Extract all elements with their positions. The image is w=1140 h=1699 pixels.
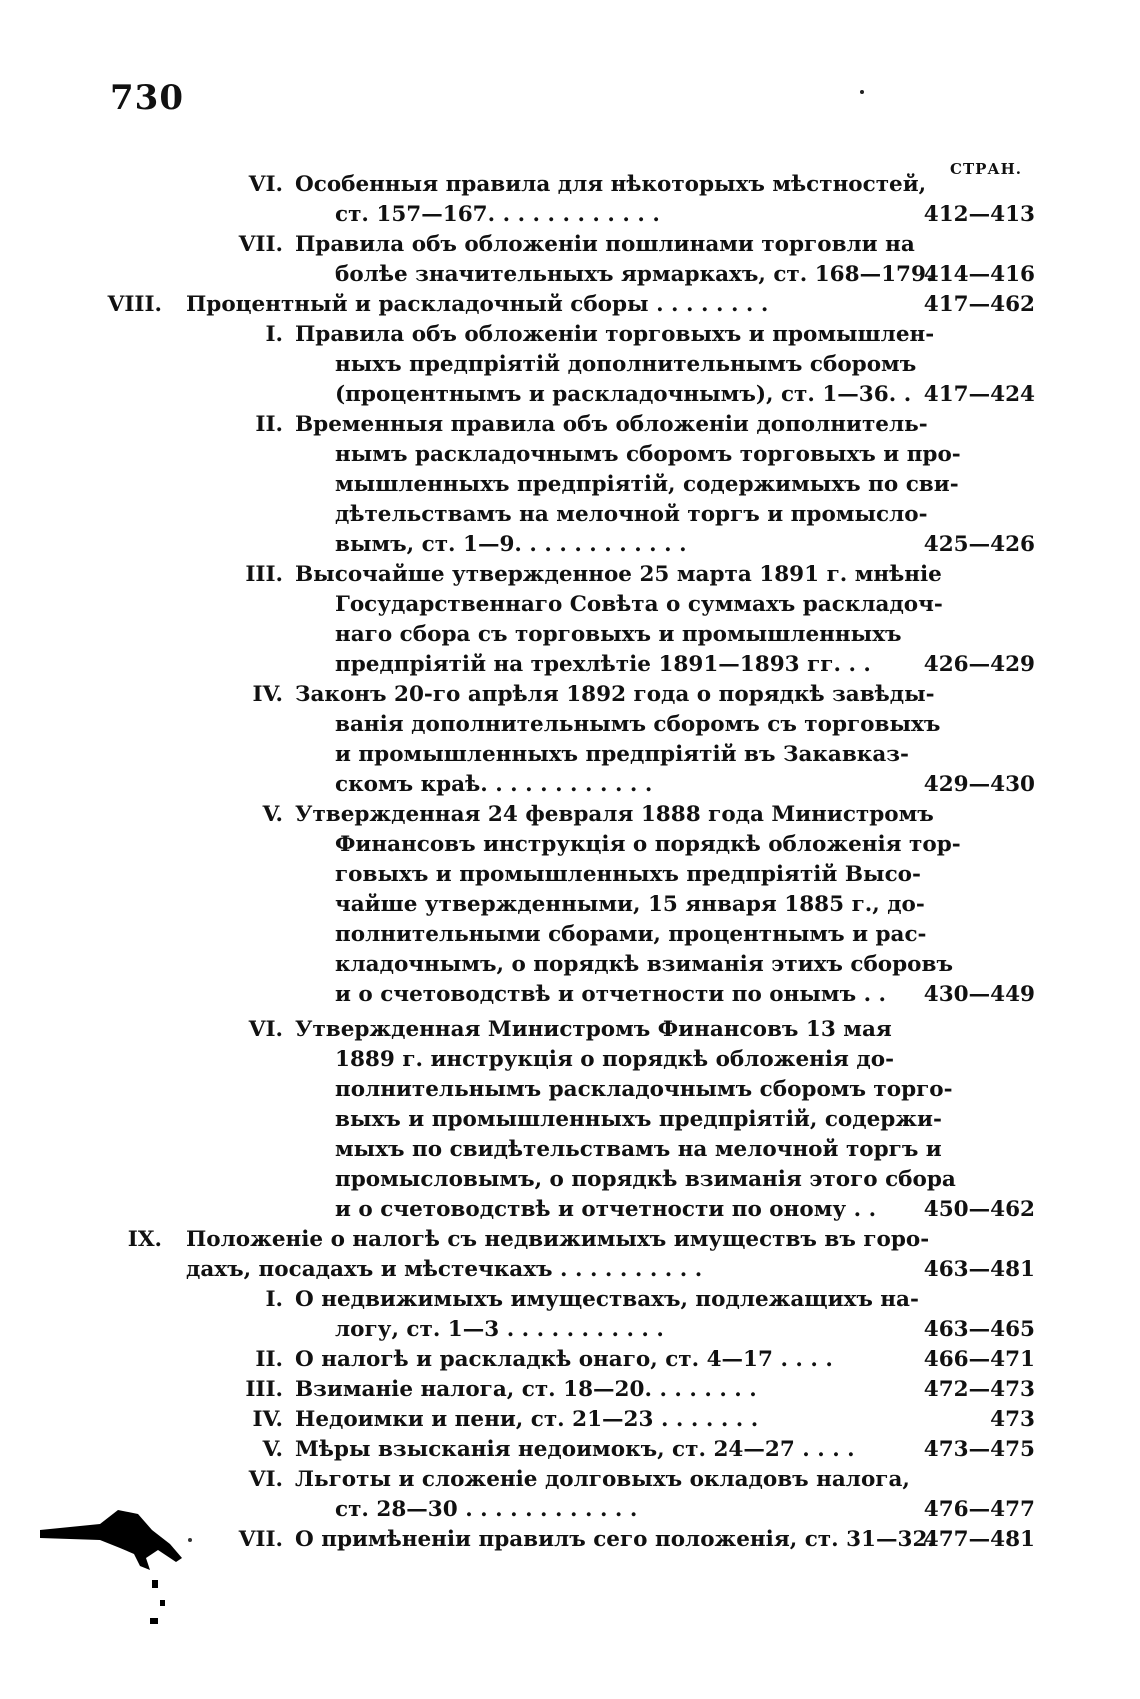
entry-text — [295, 800, 961, 1010]
entry-pages: 473 — [990, 1407, 1035, 1432]
entry-line: промысловымъ, о порядкѣ взиманія этого сбора — [335, 1167, 956, 1192]
entry-number: IX. — [127, 1227, 162, 1252]
entry-line: О налогѣ и раскладкѣ онаго, ст. 4—17 . . . . — [295, 1347, 833, 1372]
entry-number: I. — [265, 1287, 283, 1312]
entry-line: дахъ, посадахъ и мѣстечкахъ . . . . . . . . . . — [186, 1257, 703, 1282]
entry-line: ст. 28—30 . . . . . . . . . . . . — [335, 1497, 638, 1522]
entry-text — [295, 1285, 919, 1345]
entry-pages: 472—473 — [923, 1377, 1035, 1402]
entry-line: Мѣры взысканія недоимокъ, ст. 24—27 . . . . — [295, 1437, 855, 1462]
entry-line: Утвержденная Министромъ Финансовъ 13 мая — [295, 1017, 892, 1042]
entry-text — [295, 1015, 956, 1225]
entry-line: мыхъ по свидѣтельствамъ на мелочной торгъ и — [335, 1137, 942, 1162]
entry-line: Правила объ обложеніи пошлинами торговли на — [295, 232, 915, 257]
entry-text — [295, 1375, 875, 1405]
entry-number: I. — [265, 322, 283, 347]
entry-line: болѣе значительныхъ ярмаркахъ, ст. 168—179. — [335, 262, 934, 287]
entry-pages: 450—462 — [923, 1197, 1035, 1222]
entry-line: скомъ краѣ. . . . . . . . . . . . — [335, 772, 653, 797]
entry-line: говыхъ и промышленныхъ предпріятій Высо- — [335, 862, 921, 887]
page-number: 730 — [110, 78, 184, 118]
entry-text — [295, 410, 961, 560]
entry-text — [295, 1435, 875, 1465]
entry-number: IV. — [252, 1407, 283, 1432]
entry-line: предпріятій на трехлѣтіе 1891—1893 гг. . . — [335, 652, 871, 677]
entry-line: чайше утвержденными, 15 января 1885 г., до- — [335, 892, 925, 917]
entry-line: и о счетоводствѣ и отчетности по онымъ . . — [335, 982, 887, 1007]
entry-number: IV. — [252, 682, 283, 707]
entry-line: полнительнымъ раскладочнымъ сборомъ торго- — [335, 1077, 953, 1102]
entry-line: О примѣненіи правилъ сего положенія, ст. 31—32. — [295, 1527, 935, 1552]
entry-number: VI. — [248, 1467, 283, 1492]
entry-line: ст. 157—167. . . . . . . . . . . . — [335, 202, 660, 227]
entry-line: кладочнымъ, о порядкѣ взиманія этихъ сборовъ — [335, 952, 953, 977]
entry-line: вымъ, ст. 1—9. . . . . . . . . . . . — [335, 532, 687, 557]
entry-number: III. — [245, 562, 283, 587]
entry-line: ванія дополнительнымъ сборомъ съ торговыхъ — [335, 712, 941, 737]
entry-number: III. — [245, 1377, 283, 1402]
entry-text — [295, 170, 927, 230]
entry-line: Особенныя правила для нѣкоторыхъ мѣстностей, — [295, 172, 927, 197]
entry-line: Процентный и раскладочный сборы . . . . . . . . — [186, 292, 769, 317]
entry-pages: 473—475 — [923, 1437, 1035, 1462]
entry-pages: 476—477 — [923, 1497, 1035, 1522]
entry-line: Законъ 20-го апрѣля 1892 года о порядкѣ завѣды- — [295, 682, 935, 707]
entry-line: выхъ и промышленныхъ предпріятій, содержи- — [335, 1107, 942, 1132]
entry-number: VII. — [238, 1527, 283, 1552]
entry-line: Государственнаго Совѣта о суммахъ раскладоч- — [335, 592, 943, 617]
entry-pages: 463—481 — [923, 1257, 1035, 1282]
entry-text — [295, 680, 941, 800]
entry-pages: 426—429 — [923, 652, 1035, 677]
entry-pages: 463—465 — [923, 1317, 1035, 1342]
entry-pages: 417—424 — [923, 382, 1035, 407]
entry-number: VI. — [248, 1017, 283, 1042]
entry-number: VIII. — [107, 292, 162, 317]
entry-line: полнительными сборами, процентнымъ и рас- — [335, 922, 927, 947]
entry-line: (процентнымъ и раскладочнымъ), ст. 1—36. . — [335, 382, 912, 407]
entry-line: Утвержденная 24 февраля 1888 года Министромъ — [295, 802, 934, 827]
entry-line: 1889 г. инструкція о порядкѣ обложенія до- — [335, 1047, 895, 1072]
entry-line: наго сбора съ торговыхъ и промышленныхъ — [335, 622, 902, 647]
entry-text — [295, 1465, 910, 1525]
entry-line: и о счетоводствѣ и отчетности по оному . . — [335, 1197, 877, 1222]
entry-line: Правила объ обложеніи торговыхъ и промышлен- — [295, 322, 935, 347]
entry-number: VI. — [248, 172, 283, 197]
entry-number: V. — [262, 802, 283, 827]
entry-line: дѣтельствамъ на мелочной торгъ и промысло- — [335, 502, 928, 527]
entry-line: Временныя правила объ обложеніи дополнитель- — [295, 412, 928, 437]
entry-number: II. — [255, 412, 283, 437]
entry-text — [295, 1405, 875, 1435]
pages-column-header: СТРАН. — [950, 160, 1022, 178]
entry-pages: 414—416 — [923, 262, 1035, 287]
entry-number: V. — [262, 1437, 283, 1462]
entry-pages: 477—481 — [923, 1527, 1035, 1552]
entry-text — [295, 1345, 875, 1375]
entry-line: Финансовъ инструкція о порядкѣ обложенія тор- — [335, 832, 961, 857]
entry-line: ныхъ предпріятій дополнительнымъ сборомъ — [335, 352, 917, 377]
entry-text — [186, 290, 876, 320]
entry-line: Взиманіе налога, ст. 18—20. . . . . . . . — [295, 1377, 757, 1402]
entry-number: II. — [255, 1347, 283, 1372]
entry-text — [295, 560, 943, 680]
entry-line: Льготы и сложеніе долговыхъ окладовъ налога, — [295, 1467, 910, 1492]
entry-line: Высочайше утвержденное 25 марта 1891 г. мнѣніе — [295, 562, 942, 587]
entry-text — [186, 1225, 930, 1285]
entry-line: Положеніе о налогѣ съ недвижимыхъ имуществъ въ горо- — [186, 1227, 930, 1252]
entry-pages: 412—413 — [923, 202, 1035, 227]
entry-pages: 430—449 — [923, 982, 1035, 1007]
entry-line: Недоимки и пени, ст. 21—23 . . . . . . . — [295, 1407, 759, 1432]
entry-pages: 429—430 — [923, 772, 1035, 797]
entry-line: и промышленныхъ предпріятій въ Закавказ- — [335, 742, 909, 767]
entry-text — [295, 230, 934, 290]
entry-line: О недвижимыхъ имуществахъ, подлежащихъ на- — [295, 1287, 919, 1312]
entry-pages: 425—426 — [923, 532, 1035, 557]
entry-number: VII. — [238, 232, 283, 257]
entry-pages: 417—462 — [923, 292, 1035, 317]
entry-pages: 466—471 — [923, 1347, 1035, 1372]
entry-line: нымъ раскладочнымъ сборомъ торговыхъ и про- — [335, 442, 961, 467]
entry-line: мышленныхъ предпріятій, содержимыхъ по сви- — [335, 472, 959, 497]
entry-text — [295, 1525, 935, 1555]
entry-line: логу, ст. 1—3 . . . . . . . . . . . — [335, 1317, 664, 1342]
print-speck — [860, 90, 864, 94]
entry-text — [295, 320, 935, 410]
ink-blot-artifact — [40, 1500, 200, 1640]
